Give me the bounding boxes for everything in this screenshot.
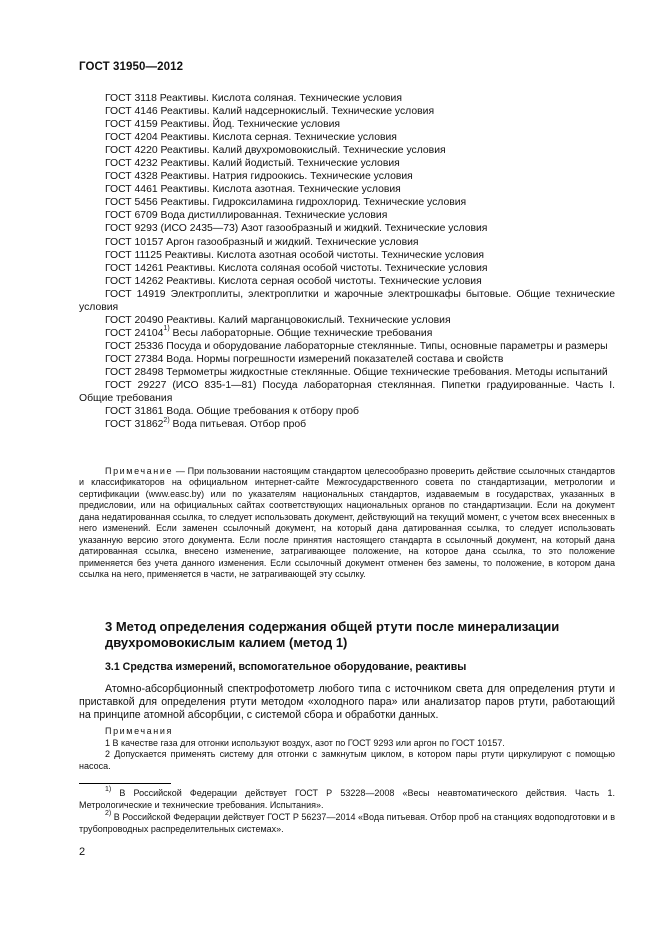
- footnote-2-text: В Российской Федерации действует ГОСТ Р 56237—2014 «Вода питьевая. Отбор проб на станциях водоподготовки и в трубопроводных распределительных системах».: [79, 812, 615, 835]
- footnote-mark: 2): [163, 416, 170, 424]
- footnote-2-mark: 2): [105, 810, 112, 818]
- reference-item: ГОСТ 28498 Термометры жидкостные стеклянные. Общие технические требования. Методы испытаний: [105, 366, 608, 378]
- section-3-heading: 3 Метод определения содержания общей ртути после минерализации двухромовокислым калием (метод 1): [105, 619, 560, 650]
- reference-item: ГОСТ 4146 Реактивы. Калий надсернокислый. Технические условия: [105, 106, 435, 118]
- note-label: Примечание: [105, 466, 174, 476]
- reference-title: Весы лабораторные. Общие технические требования: [169, 327, 433, 339]
- normative-references-list: [79, 92, 615, 431]
- reference-item: ГОСТ 4232 Реактивы. Калий йодистый. Технические условия: [105, 158, 400, 170]
- reference-item: ГОСТ 9293 (ИСО 2435—73) Азот газообразный и жидкий. Технические условия: [105, 223, 488, 235]
- reference-item: ГОСТ 20490 Реактивы. Калий марганцовокислый. Технические условия: [105, 314, 451, 326]
- section-3-1-paragraph: Атомно-абсорбционный спектрофотометр любого типа с источником света для определения ртути и приставкой для определения ртути методом «холодного пара» или анализатор паров ртути, работающий на принципе атомной абсорбции, с системой сбора и обработки данных.: [79, 683, 615, 722]
- footnote-separator: [79, 783, 171, 784]
- references-note: [79, 466, 615, 581]
- reference-item: [79, 327, 615, 340]
- reference-item: ГОСТ 25336 Посуда и оборудование лабораторные стеклянные. Типы, основные параметры и размеры: [105, 340, 608, 352]
- reference-item: ГОСТ 4159 Реактивы. Йод. Технические условия: [105, 119, 341, 131]
- footnote-1-text: В Российской Федерации действует ГОСТ Р 53228—2008 «Весы неавтоматического действия. Часть 1. Метрологические и технические требования. Испытания».: [79, 788, 615, 810]
- reference-title: Вода питьевая. Отбор проб: [169, 419, 307, 431]
- reference-item: [79, 418, 615, 431]
- reference-item: ГОСТ 27384 Вода. Нормы погрешности измерений показателей состава и свойств: [105, 353, 504, 365]
- page-number: 2: [79, 846, 86, 858]
- footnote-2: [79, 812, 615, 835]
- notes-label-row: [79, 726, 615, 738]
- section-3-1-notes: [79, 726, 615, 772]
- reference-item: ГОСТ 14919 Электроплиты, электроплитки и жарочные электрошкафы бытовые. Общие технические условия: [79, 288, 615, 313]
- section-3-1-heading: 3.1 Средства измерений, вспомогательное оборудование, реактивы: [105, 661, 467, 673]
- reference-item: ГОСТ 5456 Реактивы. Гидроксиламина гидрохлорид. Технические условия: [105, 197, 467, 209]
- notes-label: Примечания: [105, 726, 173, 736]
- reference-item: ГОСТ 10157 Аргон газообразный и жидкий. Технические условия: [105, 236, 419, 248]
- note-item-2: 2 Допускается применять систему для отгонки с замкнутым циклом, в котором пары ртути циркулируют с помощью насоса.: [79, 749, 615, 771]
- reference-item: ГОСТ 11125 Реактивы. Кислота азотная особой чистоты. Технические условия: [105, 249, 485, 261]
- footnote-mark: 1): [163, 325, 170, 333]
- reference-item: ГОСТ 3118 Реактивы. Кислота соляная. Технические условия: [105, 93, 402, 104]
- footnote-1-mark: 1): [105, 786, 112, 793]
- note-text: — При пользовании настоящим стандартом целесообразно проверить действие ссылочных стандартов и классификаторов на официальном интернет-сайте Межгосударственного совета по стандартизации, метрологии и сертификации (www.easc.by) или по указателям национальных стандартов, издаваемым в государствах, указанных в предисловии, или на официальных сайтах соответствующих национальных органов по стандартизации. Если на документ дана недатированная ссылка, то следует использовать документ, действующий на текущий момент, с учетом всех внесенных в него изменений. Если заменен ссылочный документ, на который дана датированная ссылка, то следует использовать указанную версию этого документа. Если после принятия настоящего стандарта в ссылочный документ, на который дана датированная ссылка, внесено изменение, затрагивающее положение, на которое дана ссылка, то это положение применяется без учета данного изменения. Если ссылочный документ отменен без замены, то положение, в котором дана ссылка на него, применяется в части, не затрагивающей эту ссылку.: [79, 466, 615, 580]
- reference-item: ГОСТ 29227 (ИСО 835-1—81) Посуда лабораторная стеклянная. Пипетки градуированные. Часть I. Общие требования: [79, 380, 615, 405]
- reference-item: ГОСТ 4461 Реактивы. Кислота азотная. Технические условия: [105, 184, 401, 196]
- reference-item: ГОСТ 4220 Реактивы. Калий двухромовокислый. Технические условия: [105, 145, 446, 157]
- reference-item: ГОСТ 14261 Реактивы. Кислота соляная особой чистоты. Технические условия: [105, 262, 488, 274]
- reference-item: ГОСТ 31861 Вода. Общие требования к отбору проб: [105, 406, 359, 418]
- reference-code: ГОСТ 24104: [105, 327, 164, 339]
- reference-item: ГОСТ 14262 Реактивы. Кислота серная особой чистоты. Технические условия: [105, 275, 482, 287]
- reference-item: ГОСТ 4204 Реактивы. Кислота серная. Технические условия: [105, 132, 397, 144]
- reference-item: ГОСТ 4328 Реактивы. Натрия гидроокись. Технические условия: [105, 171, 413, 183]
- note-item-1: 1 В качестве газа для отгонки используют воздух, азот по ГОСТ 9293 или аргон по ГОСТ 10157.: [105, 737, 505, 748]
- document-header: ГОСТ 31950—2012: [79, 61, 184, 73]
- footnotes: [79, 788, 615, 836]
- reference-item: ГОСТ 6709 Вода дистиллированная. Технические условия: [105, 210, 388, 222]
- footnote-1: [79, 788, 615, 811]
- reference-code: ГОСТ 31862: [105, 419, 164, 431]
